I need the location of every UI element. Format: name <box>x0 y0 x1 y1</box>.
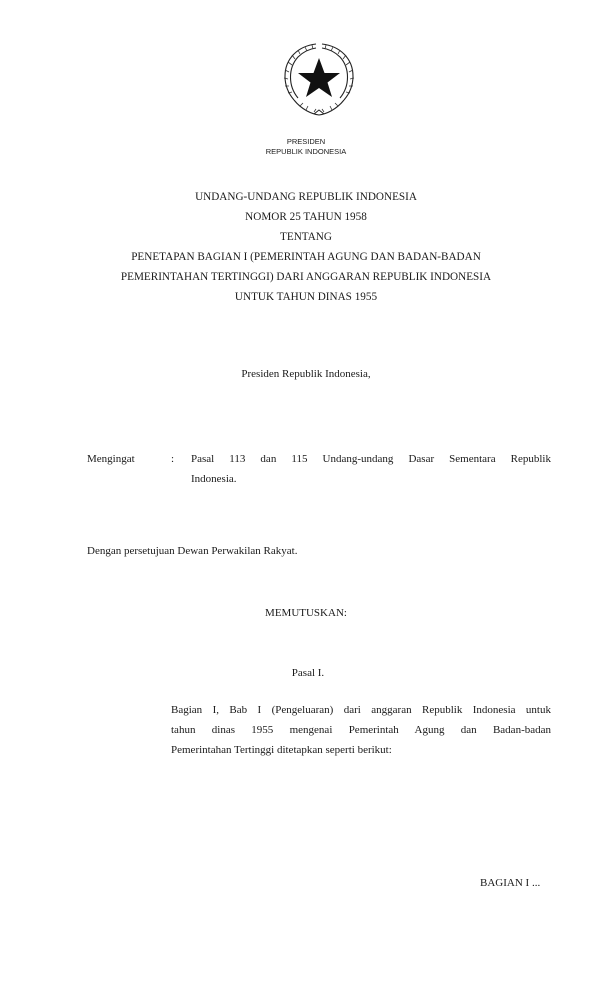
approval-statement: Dengan persetujuan Dewan Perwakilan Rakyat. <box>87 545 298 557</box>
law-subject-line2: PEMERINTAHAN TERTINGGI) DARI ANGGARAN REPUBLIK INDONESIA <box>120 271 492 283</box>
article-text-line3: Pemerintahan Tertinggi ditetapkan seperti berikut: <box>171 744 392 756</box>
mengingat-colon: : <box>171 453 175 465</box>
mengingat-text-line2: Indonesia. <box>191 473 237 485</box>
president-heading: Presiden Republik Indonesia, <box>241 368 371 380</box>
article-text-line2: tahun dinas 1955 mengenai Pemerintah Agung dan Badan-badan <box>171 724 551 736</box>
decision-heading: MEMUTUSKAN: <box>265 607 347 619</box>
garuda-emblem-icon <box>276 40 362 120</box>
emblem-caption-line1: PRESIDEN <box>286 137 326 146</box>
article-title: Pasal I. <box>291 667 325 679</box>
emblem-caption-line2: REPUBLIK INDONESIA <box>265 147 347 156</box>
law-title: UNDANG-UNDANG REPUBLIK INDONESIA <box>195 191 417 203</box>
mengingat-label: Mengingat <box>87 453 135 465</box>
law-number: NOMOR 25 TAHUN 1958 <box>245 211 367 223</box>
law-subject-line3: UNTUK TAHUN DINAS 1955 <box>234 291 378 303</box>
continuation-marker: BAGIAN I ... <box>480 877 541 889</box>
law-subject-line1: PENETAPAN BAGIAN I (PEMERINTAH AGUNG DAN BADAN-BADAN <box>131 251 481 263</box>
mengingat-text-line1: Pasal 113 dan 115 Undang-undang Dasar Sementara Republik <box>191 453 551 465</box>
law-about-label: TENTANG <box>280 231 332 243</box>
article-text-line1: Bagian I, Bab I (Pengeluaran) dari anggaran Republik Indonesia untuk <box>171 704 551 716</box>
